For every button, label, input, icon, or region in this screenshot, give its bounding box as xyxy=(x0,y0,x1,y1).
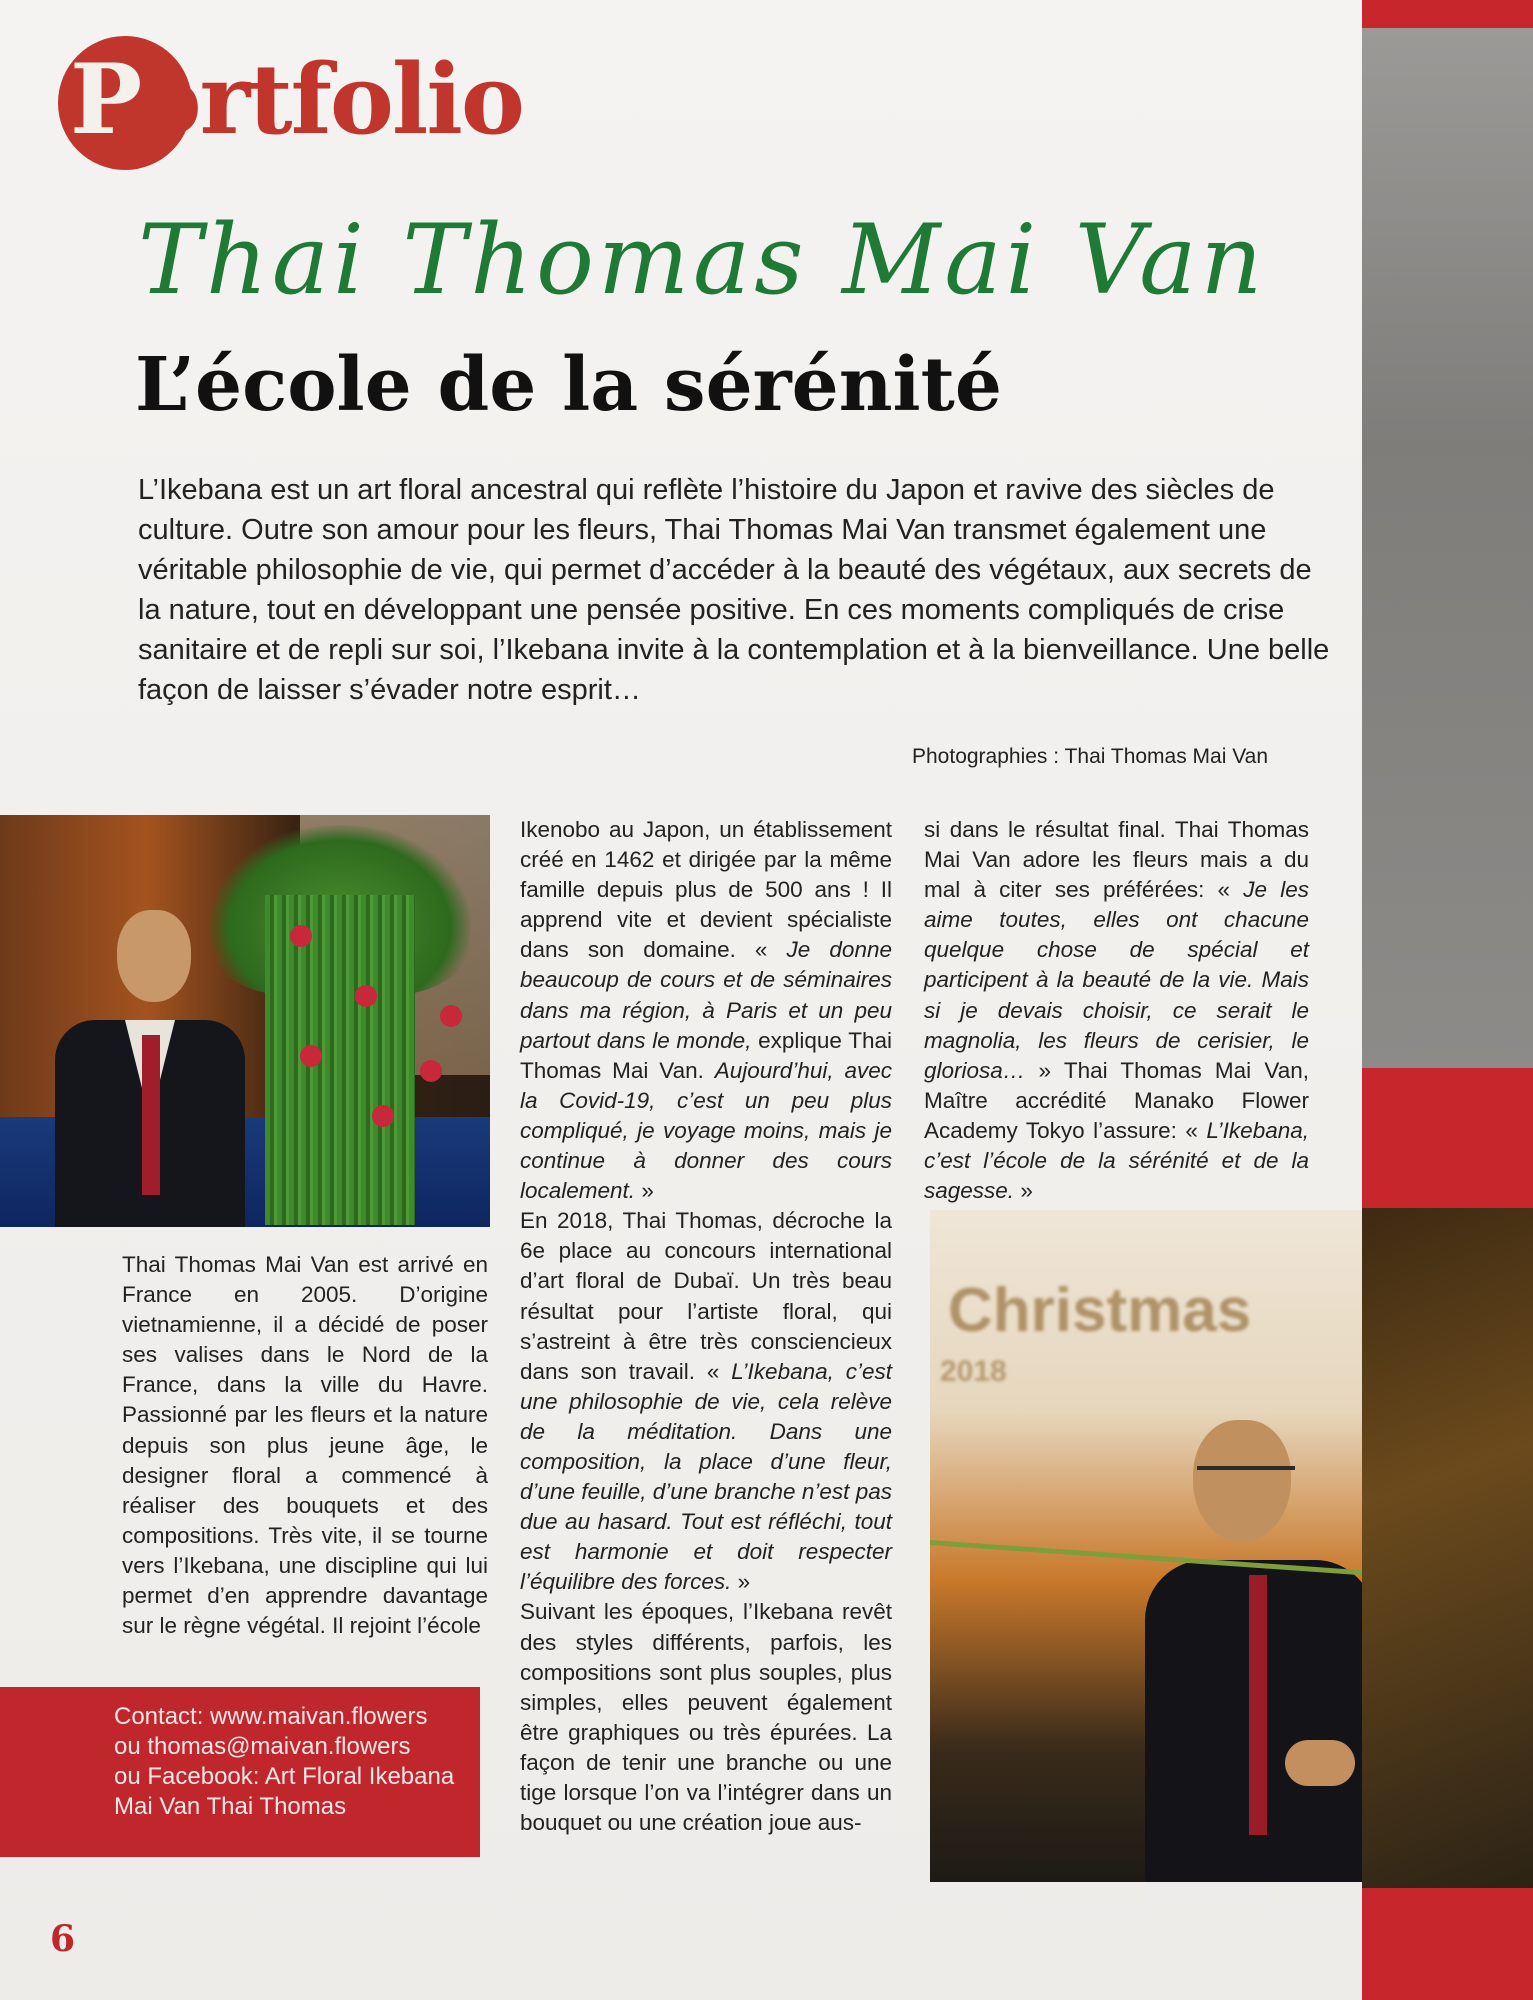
contact-facebook-cont: Mai Van Thai Thomas xyxy=(114,1793,347,1820)
adjacent-page-photo xyxy=(1362,28,1533,1068)
portrait-photo-with-ikebana xyxy=(0,815,490,1227)
event-photo xyxy=(930,1210,1362,1882)
banner-year: 2018 xyxy=(940,1355,1007,1388)
page-number: 6 xyxy=(50,1918,76,1960)
flower xyxy=(440,1005,462,1027)
article-title: Thai Thomas Mai Van xyxy=(138,204,1267,316)
flower xyxy=(300,1045,322,1067)
body-column-1 xyxy=(122,1250,488,1641)
body-column-2 xyxy=(520,815,892,1838)
contact-text xyxy=(114,1702,474,1822)
paragraph: Ikenobo au Japon, un établissement créé en 1462 et dirigée par la même famille depuis plus de 500 ans ! Il apprend vite et devient spécialiste dans son domaine. « Je donne beaucoup de cours et de séminaires dans ma région, à Paris et un peu partout dans le monde, explique Thai Thomas Mai Van. Aujourd’hui, avec la Covid-19, c’est un peu plus compliqué, je voyage moins, mais je continue à donner des cours localement. » xyxy=(520,817,892,1204)
logo-first-letter: P xyxy=(70,43,138,156)
paragraph: Thai Thomas Mai Van est arrivé en France en 2005. D’origine vietnamienne, il a décidé de poser ses valises dans le Nord de la France, dans la ville du Havre. Passionné par les fleurs et la nature depuis son plus jeune âge, le designer floral a commencé à réaliser des bouquets et des compositions. Très vite, il se tourne vers l’Ikebana, une discipline qui lui permet d’en apprendre davantage sur le règne végétal. Il rejoint l’école xyxy=(122,1252,488,1639)
adjacent-page-photo xyxy=(1362,1208,1533,1888)
adjacent-page-red-band xyxy=(1362,1888,1533,2000)
section-logo xyxy=(70,40,523,160)
contact-email[interactable]: ou thomas@maivan.flowers xyxy=(114,1733,411,1760)
contact-facebook[interactable]: ou Facebook: Art Floral Ikebana xyxy=(114,1763,455,1790)
article-subtitle: L’école de la sérénité xyxy=(135,342,1002,428)
quote: L’Ikebana, c’est une philosophie de vie, cela relève de la méditation. Dans une composition, la place d’une fleur, d’une feuille, d’une branche n’est pas due au hasard. Tout est réfléchi, tout est harmonie et doit respecter l’équilibre des forces. xyxy=(520,1358,892,1595)
flower xyxy=(290,925,312,947)
photo-credit: Photographies : Thai Thomas Mai Van xyxy=(912,745,1269,768)
adjacent-page-red-band xyxy=(1362,0,1533,28)
logo-rest-letters: ortfolio xyxy=(137,43,523,156)
quote: L’Ikebana, c’est l’école de la sérénité et de la sagesse. xyxy=(924,1117,1309,1204)
person-figure xyxy=(1145,1420,1362,1882)
paragraph: En 2018, Thai Thomas, décroche la 6e place au concours international d’art floral de Dubaï. Un très beau résultat pour l’artiste floral, qui s’astreint à être très consciencieux dans son travail. « L’Ikebana, c’est une philosophie de vie, cela relève de la méditation. Dans une composition, la place d’une fleur, d’une feuille, d’une branche n’est pas due au hasard. Tout est réfléchi, tout est harmonie et doit respecter l’équilibre des forces. » xyxy=(520,1208,892,1595)
quote: Je donne beaucoup de cours et de séminaires dans ma région, à Paris et un peu partout dans le monde, xyxy=(520,937,892,1053)
banner-text: Christmas xyxy=(948,1276,1252,1345)
flower xyxy=(355,985,377,1007)
person-figure xyxy=(55,910,245,1227)
article-intro: L’Ikebana est un art floral ancestral qui reflète l’histoire du Japon et ravive des siècles de culture. Outre son amour pour les fleurs, Thai Thomas Mai Van transmet également une véritable philosophie de vie, qui permet d’accéder à la beauté des végétaux, aux secrets de la nature, tout en développant une pensée positive. En ces moments compliqués de crise sanitaire et de repli sur soi, l’Ikebana invite à la contemplation et à la bienveillance. Une belle façon de laisser s’évader notre esprit… xyxy=(138,474,1330,706)
adjacent-page-red-band xyxy=(1362,1068,1533,1208)
ikebana-stems xyxy=(265,895,415,1225)
flower xyxy=(420,1060,442,1082)
body-column-3 xyxy=(924,815,1309,1206)
contact-website[interactable]: Contact: www.maivan.flowers xyxy=(114,1703,428,1730)
paragraph: si dans le résultat final. Thai Thomas Mai Van adore les fleurs mais a du mal à citer ses préférées: « Je les aime toutes, elles ont chacune quelque chose de spécial et participent à la beauté de la vie. Mais si je devais choisir, ce serait le magnolia, les fleurs de cerisier, le gloriosa… » Thai Thomas Mai Van, Maître accrédité Manako Flower Academy Tokyo l’assure: « L’Ikebana, c’est l’école de la sérénité et de la sagesse. » xyxy=(924,817,1309,1204)
quote: Aujourd’hui, avec la Covid-19, c’est un peu plus compliqué, je voyage moins, mais je continue à donner des cours localement. xyxy=(520,1057,892,1204)
flower xyxy=(372,1105,394,1127)
quote: Je les aime toutes, elles ont chacune quelque chose de spécial et participent à la beauté de la vie. Mais si je devais choisir, ce serait le magnolia, les fleurs de cerisier, le gloriosa… xyxy=(924,877,1309,1083)
glasses xyxy=(1197,1466,1295,1470)
paragraph: Suivant les époques, l’Ikebana revêt des styles différents, parfois, les compositions sont plus souples, plus simples, elles peuvent également être graphiques ou très épurées. La façon de tenir une branche ou une tige lorsque l’on va l’intégrer dans un bouquet ou une création joue aus- xyxy=(520,1599,892,1836)
